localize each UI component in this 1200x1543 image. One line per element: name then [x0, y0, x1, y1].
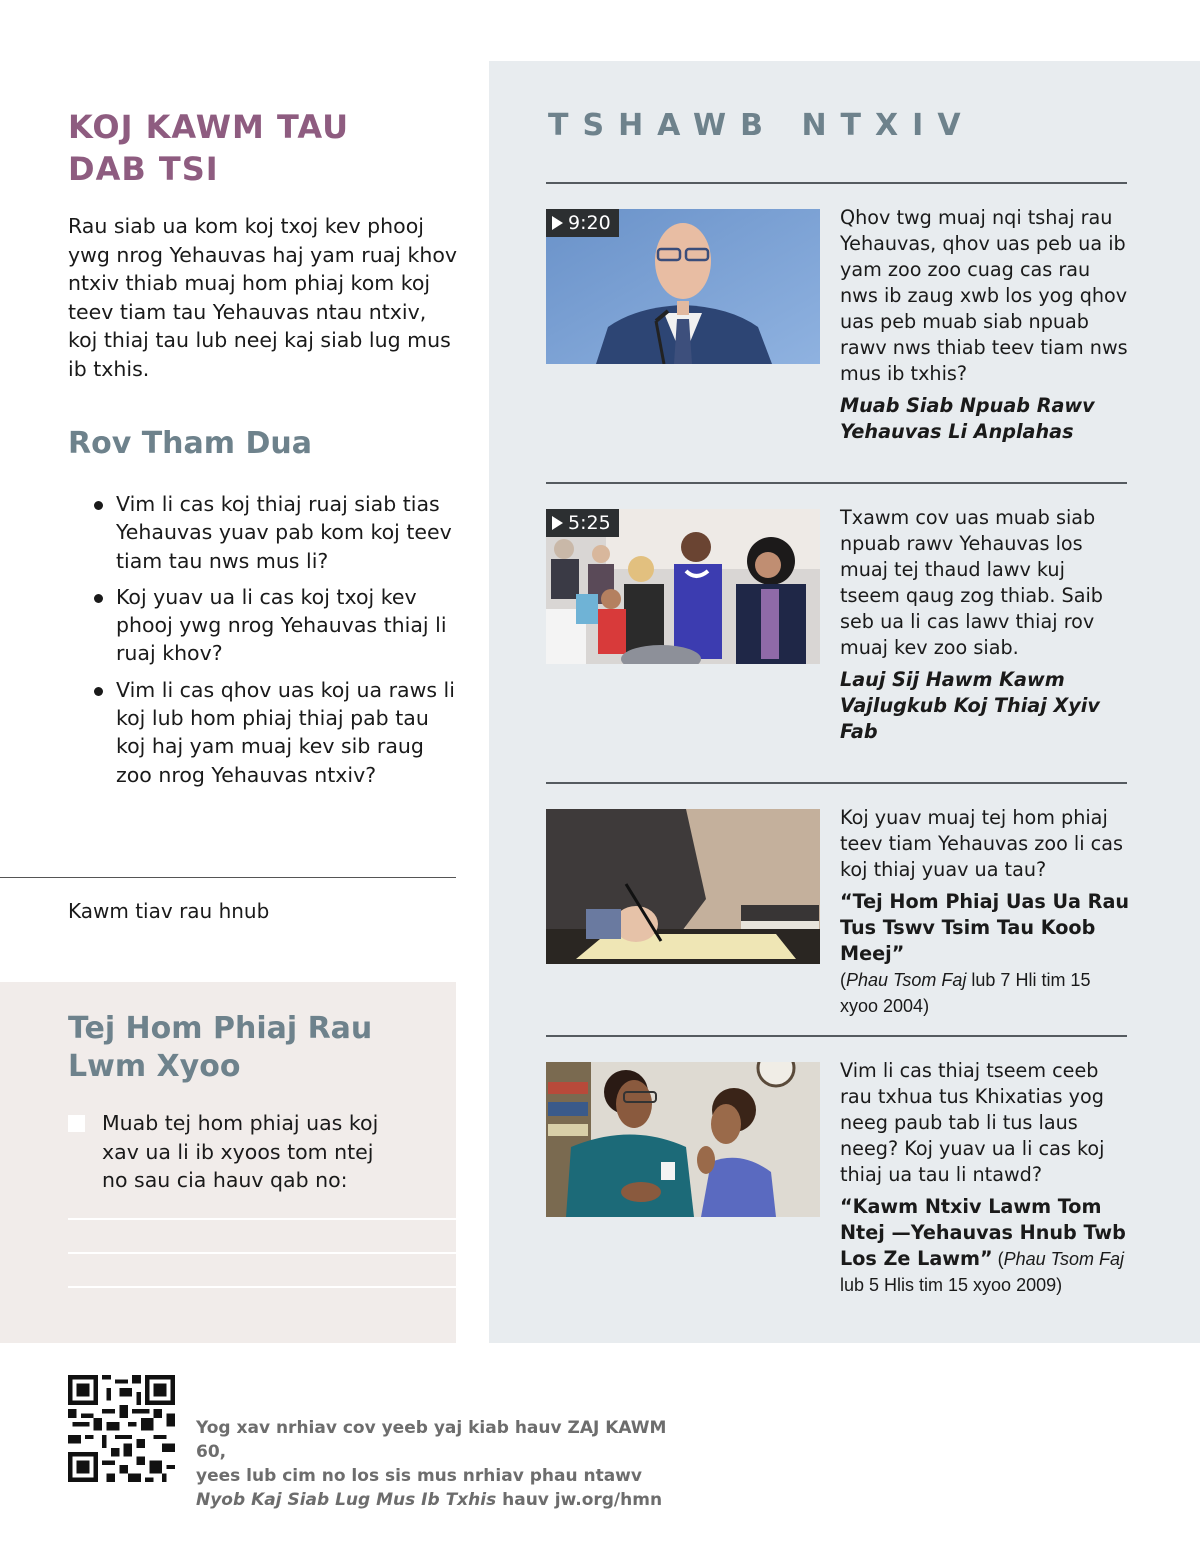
bullet-icon: [94, 501, 103, 510]
completion-date-label: Kawm tiav rau hnub: [68, 899, 270, 923]
explore-item: [840, 205, 1130, 445]
bullet-icon: [94, 687, 103, 696]
review-question-text: Vim li cas koj thiaj ruaj siab tias Yehauvas yuav pab kom koj teev tiam tau nws mus li?: [116, 492, 452, 573]
publication-name: Phau Tsom Faj: [1003, 1249, 1125, 1269]
video-thumbnail-congregation[interactable]: [546, 509, 820, 664]
summary-paragraph: Rau siab ua kom koj txoj kev phooj ywg nrog Yehauvas haj yam ruaj khov ntxiv thiab muaj hom phiaj kom koj teev tiam tau Yehauvas ntau ntxiv, koj thiaj tau lub neej kaj siab lug mus ib txhis.: [68, 214, 457, 381]
footer-note: [196, 1416, 696, 1512]
goals-heading: [68, 1010, 448, 1086]
article-title-link[interactable]: “Tej Hom Phiaj Uas Ua Rau Tus Tswv Tsim Tau Koob Meej”: [840, 890, 1130, 965]
explore-title: TSHAWB NTXIV: [548, 108, 975, 143]
explore-item: [840, 505, 1130, 745]
review-questions-list: [92, 490, 460, 797]
explore-question: Koj yuav muaj tej hom phiaj teev tiam Yehauvas zoo li cas koj thiaj yuav ua tau?: [840, 806, 1123, 881]
explore-divider: [546, 782, 1127, 784]
explore-question: Vim li cas thiaj tseem ceeb rau txhua tus Khixatias yog neeg paub tab li tus laus neeg? Koj yuav ua li cas koj thiaj ua tau li ntawd?: [840, 1059, 1105, 1186]
publication-citation: [840, 970, 1090, 1016]
bullet-icon: [94, 594, 103, 603]
duration-text: 9:20: [568, 212, 611, 234]
explore-divider: [546, 1035, 1127, 1037]
qr-code-icon[interactable]: [68, 1375, 175, 1482]
publication-date: lub 7 Hli tim 15 xyoo 2004): [840, 970, 1091, 1016]
date-divider: [0, 877, 456, 878]
goal-write-line[interactable]: [68, 1252, 456, 1254]
footer-website[interactable]: hauv jw.org/hmn: [496, 1490, 663, 1510]
footer-line-1: Yog xav nrhiav cov yeeb yaj kiab hauv ZAJ KAWM 60,: [196, 1418, 667, 1462]
review-question: [92, 583, 460, 668]
review-heading: Rov Tham Dua: [68, 426, 312, 461]
book-title: Nyob Kaj Siab Lug Mus Ib Txhis: [196, 1490, 497, 1510]
citation-open: (: [992, 1249, 1004, 1269]
video-duration-badge: [546, 509, 619, 537]
lesson-summary-title: [68, 106, 448, 190]
explore-item: [840, 805, 1130, 1019]
video-title-link[interactable]: Lauj Sij Hawm Kawm Vajlugkub Koj Thiaj Xyiv Fab: [840, 668, 1100, 743]
goal-write-line[interactable]: [68, 1218, 456, 1220]
article-title-link[interactable]: “Kawm Ntxiv Lawm Tom Ntej —Yehauvas Hnub Twb Los Ze Lawm”: [840, 1195, 1126, 1270]
play-icon: [552, 216, 563, 230]
footer-line-2: yees lub cim no los sis mus nrhiav phau ntawv: [196, 1466, 642, 1486]
writing-photo: [546, 809, 820, 964]
explore-question: Txawm cov uas muab siab npuab rawv Yehauvas los muaj tej thaud lawv kuj tseem qaug zog thiab. Saib seb ua li cas lawv thiaj rov muaj kev zoo siab.: [840, 506, 1103, 659]
article-image-nurses: [546, 1062, 820, 1217]
explore-item: [840, 1058, 1130, 1298]
duration-text: 5:25: [568, 512, 611, 534]
publication-date: lub 5 Hlis tim 15 xyoo 2009): [840, 1275, 1063, 1295]
review-question-text: Koj yuav ua li cas koj txoj kev phooj ywg nrog Yehauvas thiaj li ruaj khov?: [116, 584, 447, 666]
goals-heading-line-1: Tej Hom Phiaj Rau: [68, 1011, 373, 1046]
title-line-1: KOJ KAWM TAU: [68, 108, 350, 146]
video-thumbnail-speaker[interactable]: [546, 209, 820, 364]
goal-instruction: Muab tej hom phiaj uas koj xav ua li ib xyoos tom ntej no sau cia hauv qab no:: [102, 1111, 379, 1193]
goal-checkbox[interactable]: [68, 1115, 85, 1132]
explore-divider: [546, 482, 1127, 484]
video-duration-badge: [546, 209, 619, 237]
title-line-2: DAB TSI: [68, 150, 219, 188]
explore-divider: [546, 182, 1127, 184]
citation-open: (: [840, 970, 846, 990]
article-image-writing: [546, 809, 820, 964]
explore-question: Qhov twg muaj nqi tshaj rau Yehauvas, qhov uas peb ua ib yam zoo zoo cuag cas rau nws ib zaug xwb los yog qhov uas peb muab siab npuab rawv nws thiab teev tiam nws mus ib txhis?: [840, 206, 1128, 385]
publication-name: Phau Tsom Faj: [846, 970, 967, 990]
review-question: [92, 676, 460, 789]
play-icon: [552, 516, 563, 530]
review-question-text: Vim li cas qhov uas koj ua raws li koj lub hom phiaj thiaj pab tau koj haj yam muaj kev sib raug zoo nrog Yehauvas ntxiv?: [116, 677, 455, 787]
goal-write-line[interactable]: [68, 1286, 456, 1288]
nurses-photo: [546, 1062, 820, 1217]
video-title-link[interactable]: Muab Siab Npuab Rawv Yehauvas Li Anplahas: [840, 394, 1095, 443]
goals-heading-line-2: Lwm Xyoo: [68, 1049, 241, 1084]
qr-code-graphic: [68, 1375, 175, 1482]
review-question: [92, 490, 460, 575]
